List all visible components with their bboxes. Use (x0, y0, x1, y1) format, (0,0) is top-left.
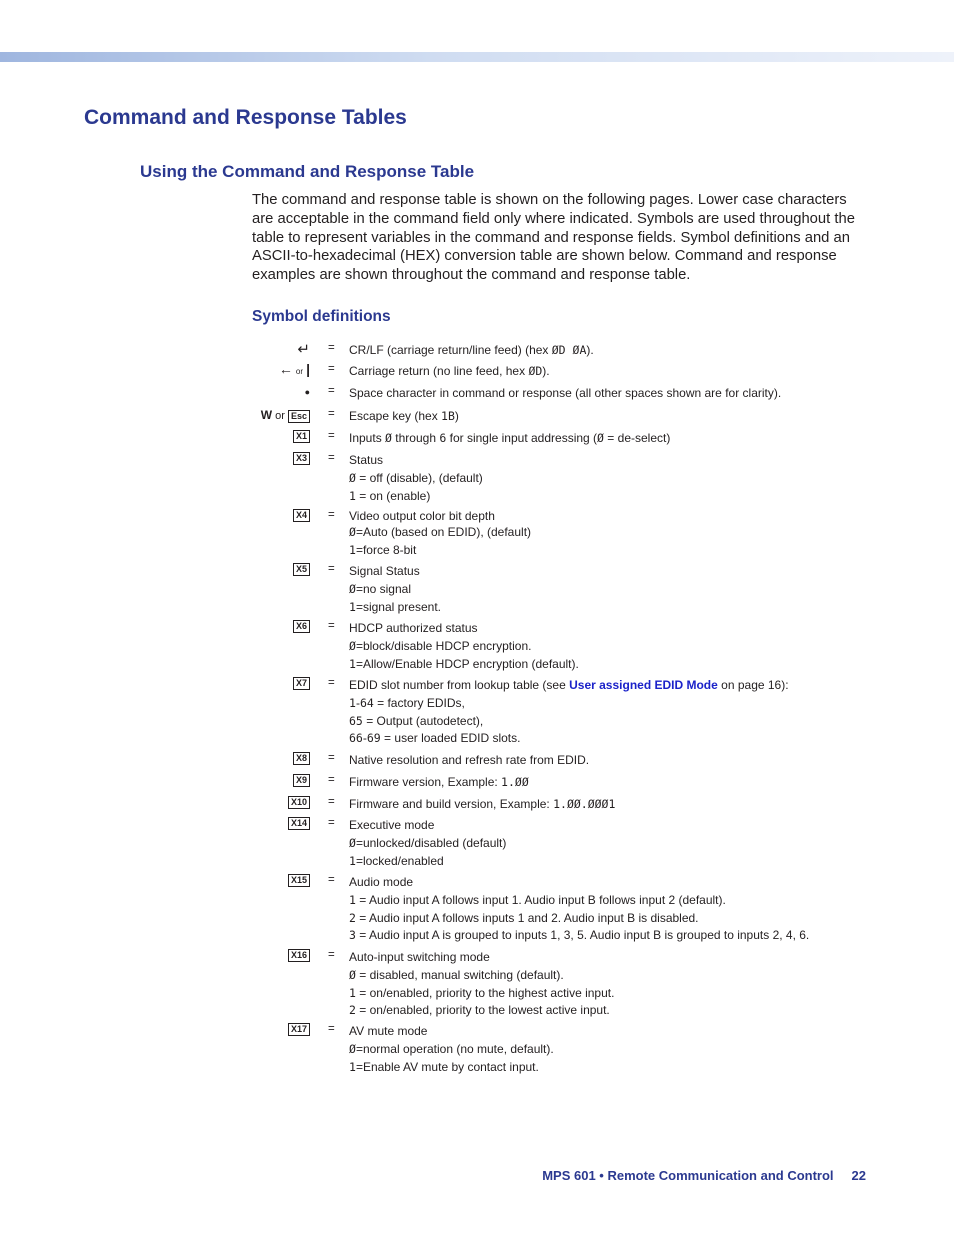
x15-symbol: X15 (288, 874, 310, 887)
symbol-description: Escape key (hex 1B) (349, 409, 459, 423)
symbol-description: Firmware and build version, Example: 1.ØØ.ØØØ1 (349, 797, 616, 811)
symbol-description: Status Ø = off (disable), (default) 1 = on (enable) (349, 453, 483, 503)
x14-symbol: X14 (288, 817, 310, 830)
page-number: 22 (851, 1168, 866, 1183)
symbol-description: Native resolution and refresh rate from EDID. (349, 753, 590, 767)
symbol-description: Carriage return (no line feed, hex ØD). (349, 364, 550, 378)
equals-sign: = (328, 752, 335, 764)
x3-symbol: X3 (293, 452, 310, 465)
equals-sign: = (328, 1023, 335, 1035)
carriage-return-icon (279, 361, 310, 377)
equals-sign: = (328, 774, 335, 786)
w-letter: W (260, 408, 273, 422)
equals-sign: = (328, 677, 335, 689)
x8-symbol: X8 (293, 752, 310, 765)
bullet-icon: ● (304, 387, 310, 397)
page-footer (542, 1168, 866, 1183)
x17-symbol: X17 (288, 1023, 310, 1036)
equals-sign: = (328, 620, 335, 632)
x9-symbol: X9 (293, 774, 310, 787)
symbol-definitions-heading: Symbol definitions (252, 308, 391, 325)
symbol-description: Signal Status Ø=no signal 1=signal present. (349, 564, 441, 614)
equals-sign: = (328, 509, 335, 521)
esc-key-icon: Esc (288, 410, 310, 423)
x16-symbol: X16 (288, 949, 310, 962)
equals-sign: = (328, 874, 335, 886)
edid-mode-link[interactable]: User assigned EDID Mode (569, 678, 718, 692)
escape-symbol (261, 408, 310, 423)
equals-sign: = (328, 452, 335, 464)
equals-sign: = (328, 796, 335, 808)
x5-symbol: X5 (293, 563, 310, 576)
enter-icon: ↵ (297, 341, 310, 358)
symbol-description: Audio mode 1 = Audio input A follows input 1. Audio input B follows input 2 (default). 2 = Audio input A follows inputs 1 and 2. Audio input B is disabled. 3 = Audio input A is grouped to inputs 1, 3, 5. Audio input B is grouped to inputs 2, 4, 6. (349, 875, 810, 943)
symbol-description: Executive mode Ø=unlocked/disabled (default) 1=locked/enabled (349, 818, 507, 868)
symbol-description: HDCP authorized status Ø=block/disable HDCP encryption. 1=Allow/Enable HDCP encryption (default). (349, 621, 579, 671)
equals-sign: = (328, 563, 335, 575)
symbol-description: Space character in command or response (all other spaces shown are for clarity). (349, 386, 782, 400)
equals-sign: = (328, 342, 335, 354)
equals-sign: = (328, 408, 335, 420)
equals-sign: = (328, 363, 335, 375)
symbol-description: Video output color bit depth Ø=Auto (based on EDID), (default) 1=force 8-bit (349, 509, 532, 557)
left-arrow-icon: ← (278, 361, 293, 377)
or-label: or (275, 410, 285, 422)
or-label: or (295, 367, 304, 376)
equals-sign: = (328, 430, 335, 442)
symbol-description: AV mute mode Ø=normal operation (no mute, default). 1=Enable AV mute by contact input. (349, 1024, 554, 1074)
equals-sign: = (328, 949, 335, 961)
footer-title: MPS 601 • Remote Communication and Control (542, 1168, 834, 1183)
x7-symbol: X7 (293, 677, 310, 690)
section-heading: Using the Command and Response Table (140, 162, 475, 181)
x4-symbol: X4 (293, 509, 310, 522)
symbol-description: Inputs Ø through 6 for single input addressing (Ø = de-select) (349, 431, 671, 445)
symbol-description: EDID slot number from lookup table (see User assigned EDID Mode on page 16): 1-64 = factory EDIDs, 65 = Output (autodetect), 66-69 = user loaded EDID slots. (349, 678, 789, 746)
symbol-description: Firmware version, Example: 1.ØØ (349, 775, 529, 789)
page-heading: Command and Response Tables (84, 106, 407, 129)
equals-sign: = (328, 385, 335, 397)
intro-paragraph: The command and response table is shown on the following pages. Lower case characters are acceptable in the command field only where indicated. Symbols are used throughout the table to represent variables in the command and response fields. Symbol definitions and an ASCII-to-hexadecimal (HEX) conversion table are shown below. Command and response examples are shown throughout the command and response table. (252, 192, 855, 284)
equals-sign: = (328, 817, 335, 829)
header-gradient-bar (0, 52, 954, 62)
x6-symbol: X6 (293, 620, 310, 633)
symbol-description: Auto-input switching mode Ø = disabled, manual switching (default). 1 = on/enabled, priority to the highest active input. 2 = on/enabled, priority to the lowest active input. (349, 950, 615, 1018)
symbol-description: CR/LF (carriage return/line feed) (hex ØD ØA). (349, 343, 594, 357)
x10-symbol: X10 (288, 796, 310, 809)
pipe-icon: | (306, 361, 310, 377)
x1-symbol: X1 (293, 430, 310, 443)
